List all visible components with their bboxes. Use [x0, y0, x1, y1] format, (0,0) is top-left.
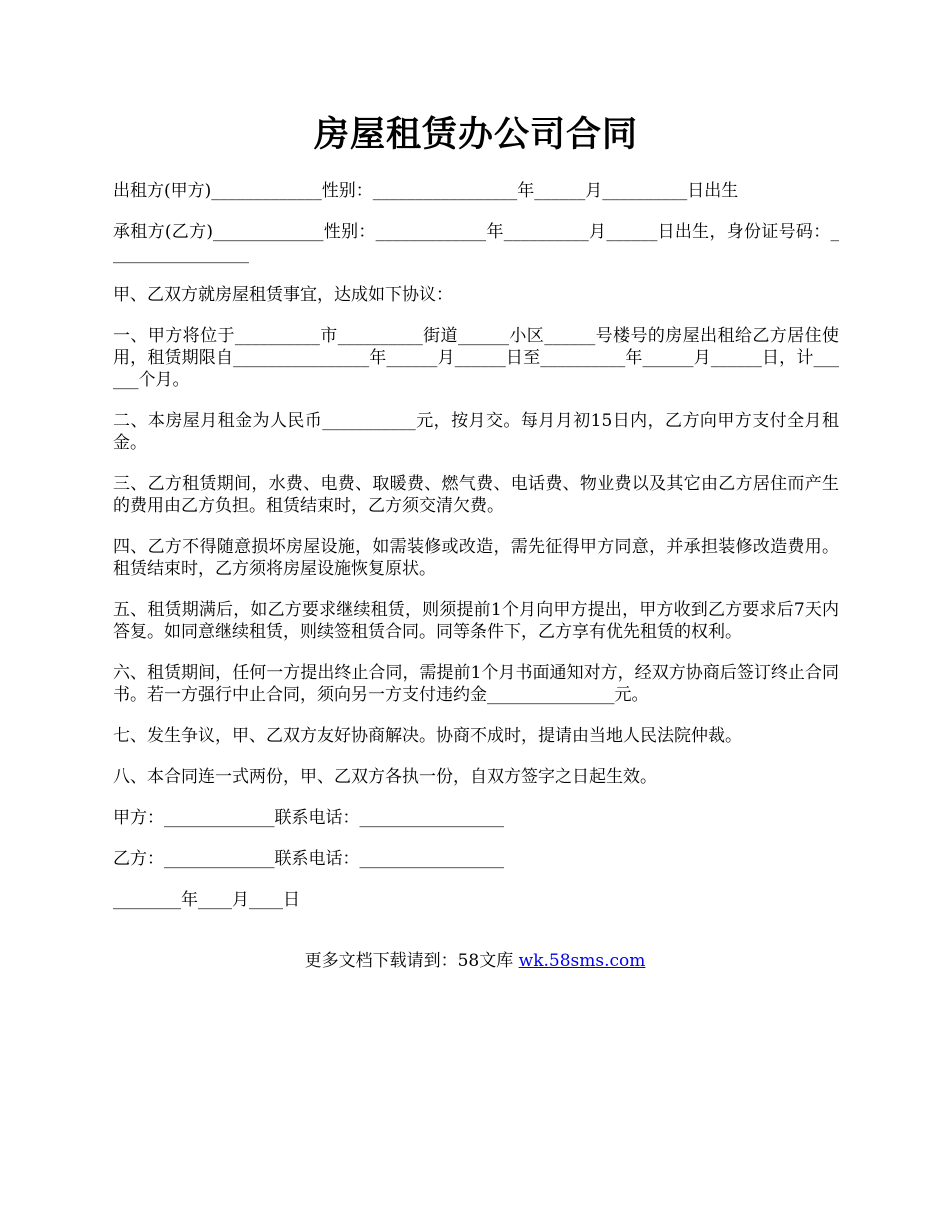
document-title: 房屋租赁办公司合同	[313, 114, 638, 155]
party-b-signature: 乙方：_____________联系电话：_________________	[113, 849, 504, 869]
clause-7: 七、发生争议，甲、乙双方友好协商解决。协商不成时，提请由当地人民法院仲裁。	[113, 726, 742, 746]
document-page	[113, 110, 839, 930]
clause-2: 二、本房屋月租金为人民币___________元，按月交。每月月初15日内，乙方向甲方支付全月租金。	[113, 411, 839, 453]
footer	[0, 950, 950, 972]
clause-5: 五、租赁期满后，如乙方要求继续租赁，则须提前1个月向甲方提出，甲方收到乙方要求后7天内答复。如同意继续租赁，则续签租赁合同。同等条件下，乙方享有优先租赁的权利。	[113, 600, 839, 642]
clause-8: 八、本合同连一式两份，甲、乙双方各执一份，自双方签字之日起生效。	[113, 767, 657, 787]
footer-text: 更多文档下载请到：58文库	[304, 951, 514, 971]
clause-4: 四、乙方不得随意损坏房屋设施，如需装修或改造，需先征得甲方同意，并承担装修改造费用。租赁结束时，乙方须将房屋设施恢复原状。	[113, 537, 839, 579]
signing-date: ________年____月____日	[113, 890, 300, 910]
party-a-signature: 甲方：_____________联系电话：_________________	[113, 808, 504, 828]
clause-1: 一、甲方将位于__________市__________街道______小区______号楼号的房屋出租给乙方居住使用，租赁期限自________________年______月______日至__________年______月______日，计______个月。	[113, 326, 839, 390]
lessee-info: 承租方(乙方)_____________性别：_____________年__________月______日出生，身份证号码：_________________	[113, 222, 839, 264]
footer-link[interactable]: wk.58sms.com	[518, 951, 646, 971]
agreement-intro: 甲、乙双方就房屋租赁事宜，达成如下协议：	[113, 285, 453, 305]
clause-3: 三、乙方租赁期间，水费、电费、取暖费、燃气费、电话费、物业费以及其它由乙方居住而产生的费用由乙方负担。租赁结束时，乙方须交清欠费。	[113, 474, 839, 516]
clause-6: 六、租赁期间，任何一方提出终止合同，需提前1个月书面通知对方，经双方协商后签订终止合同书。若一方强行中止合同，须向另一方支付违约金_______________元。	[113, 663, 839, 705]
lessor-info: 出租方(甲方)_____________性别：_________________年______月__________日出生	[113, 181, 739, 201]
